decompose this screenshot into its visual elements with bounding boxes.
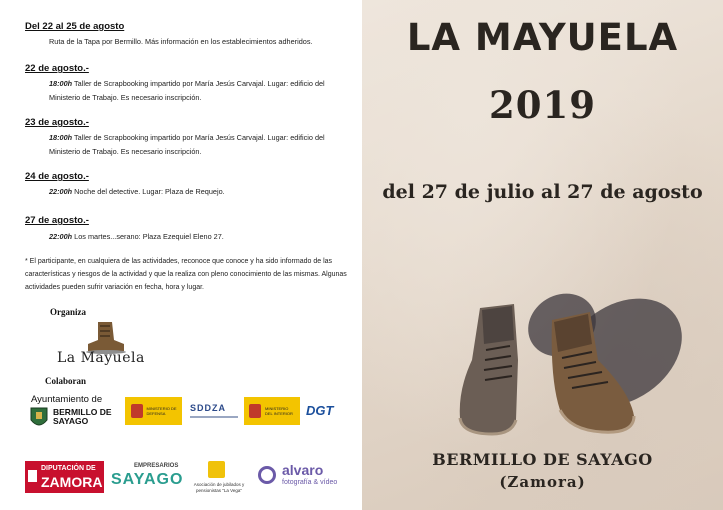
cover-year: 2019	[489, 83, 596, 127]
bermillo-logo-text: BERMILLO DE SAYAGO	[53, 407, 112, 426]
asociacion-text: Asociación de jubilados y pensionistas "La Vega"	[193, 482, 245, 493]
event-time: 22:00h	[49, 187, 73, 196]
disclaimer-note: * El participante, en cualquiera de las actividades, reconoce que conoce y ha sido informado de las características y riesgos de la actividad y que la realiza con pleno conocimiento de las mismas. Algunas actividades pueden sufrir variación en fecha, hora y lugar.	[25, 258, 347, 291]
ministerio-interior-logo	[244, 397, 300, 425]
asociacion-icon	[208, 461, 225, 478]
alvaro-logo: alvaro	[282, 462, 324, 478]
shield-icon	[131, 404, 143, 418]
cover-title: LA MAYUELA	[406, 16, 679, 59]
alvaro-subtitle: fotografía & vídeo	[282, 479, 338, 486]
event-text: Taller de Scrapbooking impartido por María Jesús Carvajal. Lugar: edificio del Ministerio de Trabajo. Es necesario inscripción.	[49, 79, 325, 102]
ministerio-defensa-logo	[125, 397, 182, 425]
cover-panel	[362, 0, 723, 510]
sayago-logo: SAYAGO	[111, 471, 184, 488]
colaboran-label: Colaboran	[45, 376, 87, 386]
shield-icon	[249, 404, 261, 418]
empresarios-text: EMPRESARIOS	[134, 463, 179, 469]
event-detail	[49, 230, 354, 244]
event-text: Taller de Scrapbooking impartido por María Jesús Carvajal. Lugar: edificio del Ministerio de Trabajo. Es necesario inscripción.	[49, 133, 325, 156]
zamora-text: ZAMORA	[41, 474, 103, 490]
coat-of-arms-icon	[28, 470, 37, 482]
organiza-label: Organiza	[50, 307, 86, 317]
event-heading: 22 de agosto.-	[25, 63, 89, 74]
cover-province: (Zamora)	[499, 473, 586, 491]
alvaro-camera-icon	[258, 466, 276, 484]
dgt-logo: DGT	[306, 403, 334, 418]
coat-of-arms-icon	[28, 406, 50, 430]
event-heading: Del 22 al 25 de agosto	[25, 21, 125, 32]
cover-dates: del 27 de julio al 27 de agosto	[382, 181, 703, 203]
old-boots-icon	[452, 300, 642, 440]
event-time: 22:00h	[49, 232, 73, 241]
event-heading: 27 de agosto.-	[25, 215, 89, 226]
diputacion-text: DIPUTACIÓN DE	[41, 465, 96, 472]
event-text: Noche del detective. Lugar: Plaza de Requejo.	[74, 187, 225, 196]
event-detail	[49, 131, 354, 159]
event-text: Los martes...serano: Plaza Ezequiel Eleno 27.	[74, 232, 224, 241]
boot-logo-icon	[78, 318, 126, 354]
event-detail	[49, 185, 354, 199]
organizer-name: La Mayuela	[57, 350, 145, 366]
event-time: 18:00h	[49, 79, 73, 88]
ministerio-defensa-text: MINISTERIO DE DEFENSA	[146, 406, 177, 416]
sddza-logo: SDDZA	[190, 403, 226, 413]
event-detail	[49, 77, 354, 105]
event-detail	[49, 35, 354, 49]
diputacion-logo	[25, 461, 104, 493]
event-heading: 24 de agosto.-	[25, 171, 89, 182]
cover-place: BERMILLO DE SAYAGO	[432, 450, 653, 469]
sddza-underline	[190, 416, 238, 418]
ayuntamiento-label: Ayuntamiento de	[31, 394, 103, 405]
ministerio-interior-text: MINISTERIO DEL INTERIOR	[265, 406, 293, 416]
event-heading: 23 de agosto.-	[25, 117, 89, 128]
event-text: Ruta de la Tapa por Bermillo. Más información en los establecimientos adheridos.	[49, 37, 313, 46]
event-time: 18:00h	[49, 133, 73, 142]
